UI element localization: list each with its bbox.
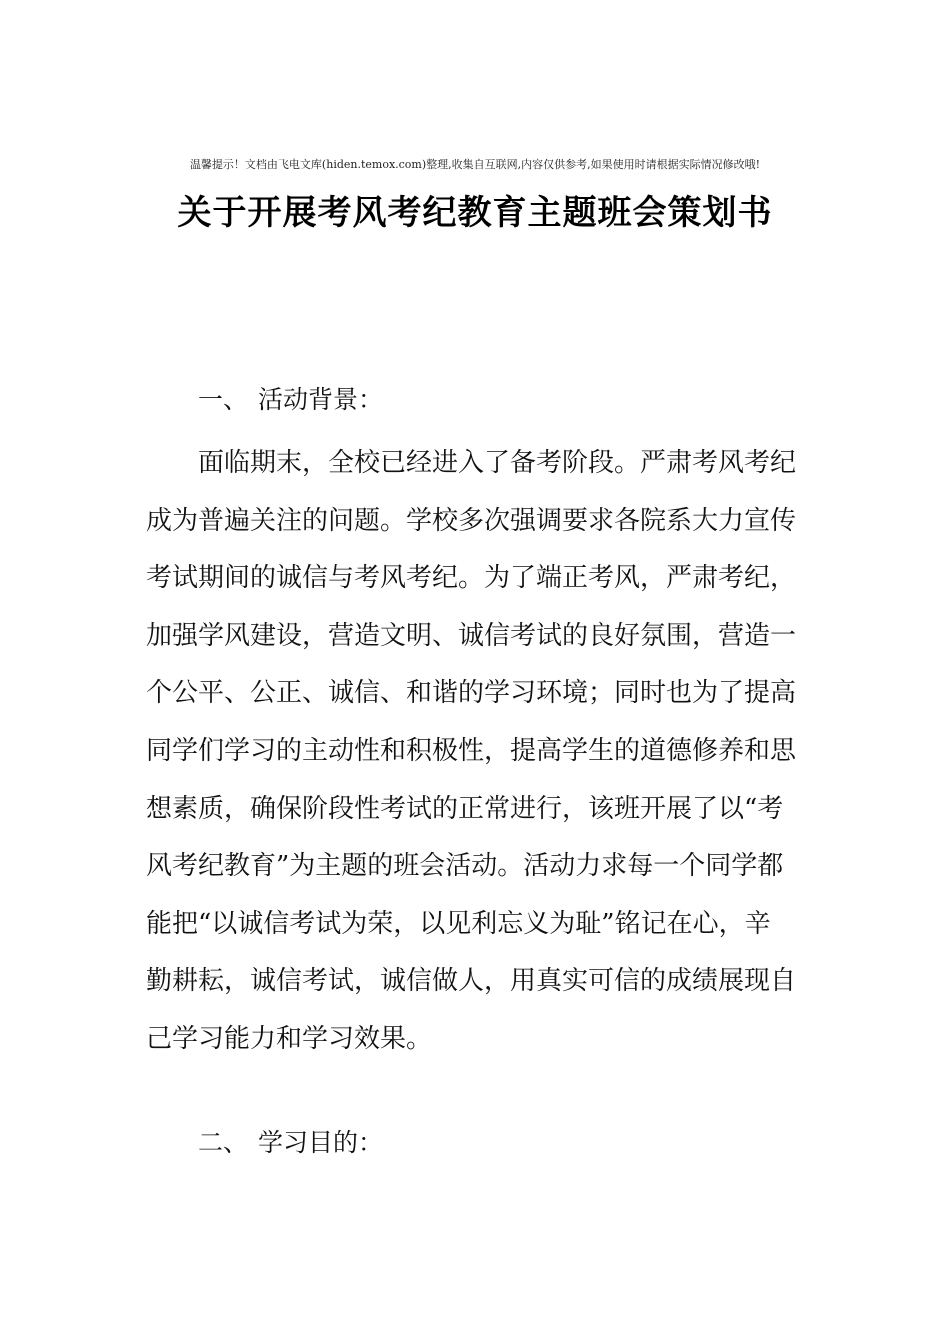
document-title: 关于开展考风考纪教育主题班会策划书 [177, 193, 773, 233]
paragraph-line: 能把“以诚信考试为荣，以见利忘义为耻”铭记在心，辛 [146, 908, 771, 939]
paragraph-line: 己学习能力和学习效果。 [146, 1023, 433, 1054]
section-number: 二、 [198, 1128, 249, 1157]
paragraph-line: 勤耕耘，诚信考试，诚信做人，用真实可信的成绩展现自 [146, 966, 797, 997]
paragraph-line: 风考纪教育”为主题的班会活动。活动力求每一个同学都 [146, 851, 784, 882]
paragraph-line: 想素质，确保阶段性考试的正常进行，该班开展了以“考 [146, 793, 784, 824]
section-title: 活动背景： [258, 385, 384, 414]
paragraph-line: 成为普遍关注的问题。学校多次强调要求各院系大力宣传 [146, 505, 797, 536]
paragraph-line: 考试期间的诚信与考风考纪。为了端正考风，严肃考纪， [146, 563, 797, 594]
paragraph-line: 同学们学习的主动性和积极性，提高学生的道德修养和思 [146, 735, 797, 766]
header-notice: 温馨提示！文档由飞电文库(hiden.temox.com)整理,收集自互联网,内容仅供参考,如果使用时请根据实际情况修改哦! [189, 158, 761, 171]
paragraph-line: 面临期末，全校已经进入了备考阶段。严肃考风考纪 [198, 448, 797, 478]
section-heading-background [198, 385, 383, 415]
background-paragraph [146, 435, 806, 1069]
paragraph-line: 个公平、公正、诚信、和谐的学习环境；同时也为了提高 [146, 678, 797, 709]
section-number: 一、 [198, 385, 249, 414]
section-heading-purpose [198, 1128, 383, 1158]
paragraph-line: 加强学风建设，营造文明、诚信考试的良好氛围，营造一 [146, 620, 797, 651]
section-title: 学习目的： [258, 1128, 384, 1157]
